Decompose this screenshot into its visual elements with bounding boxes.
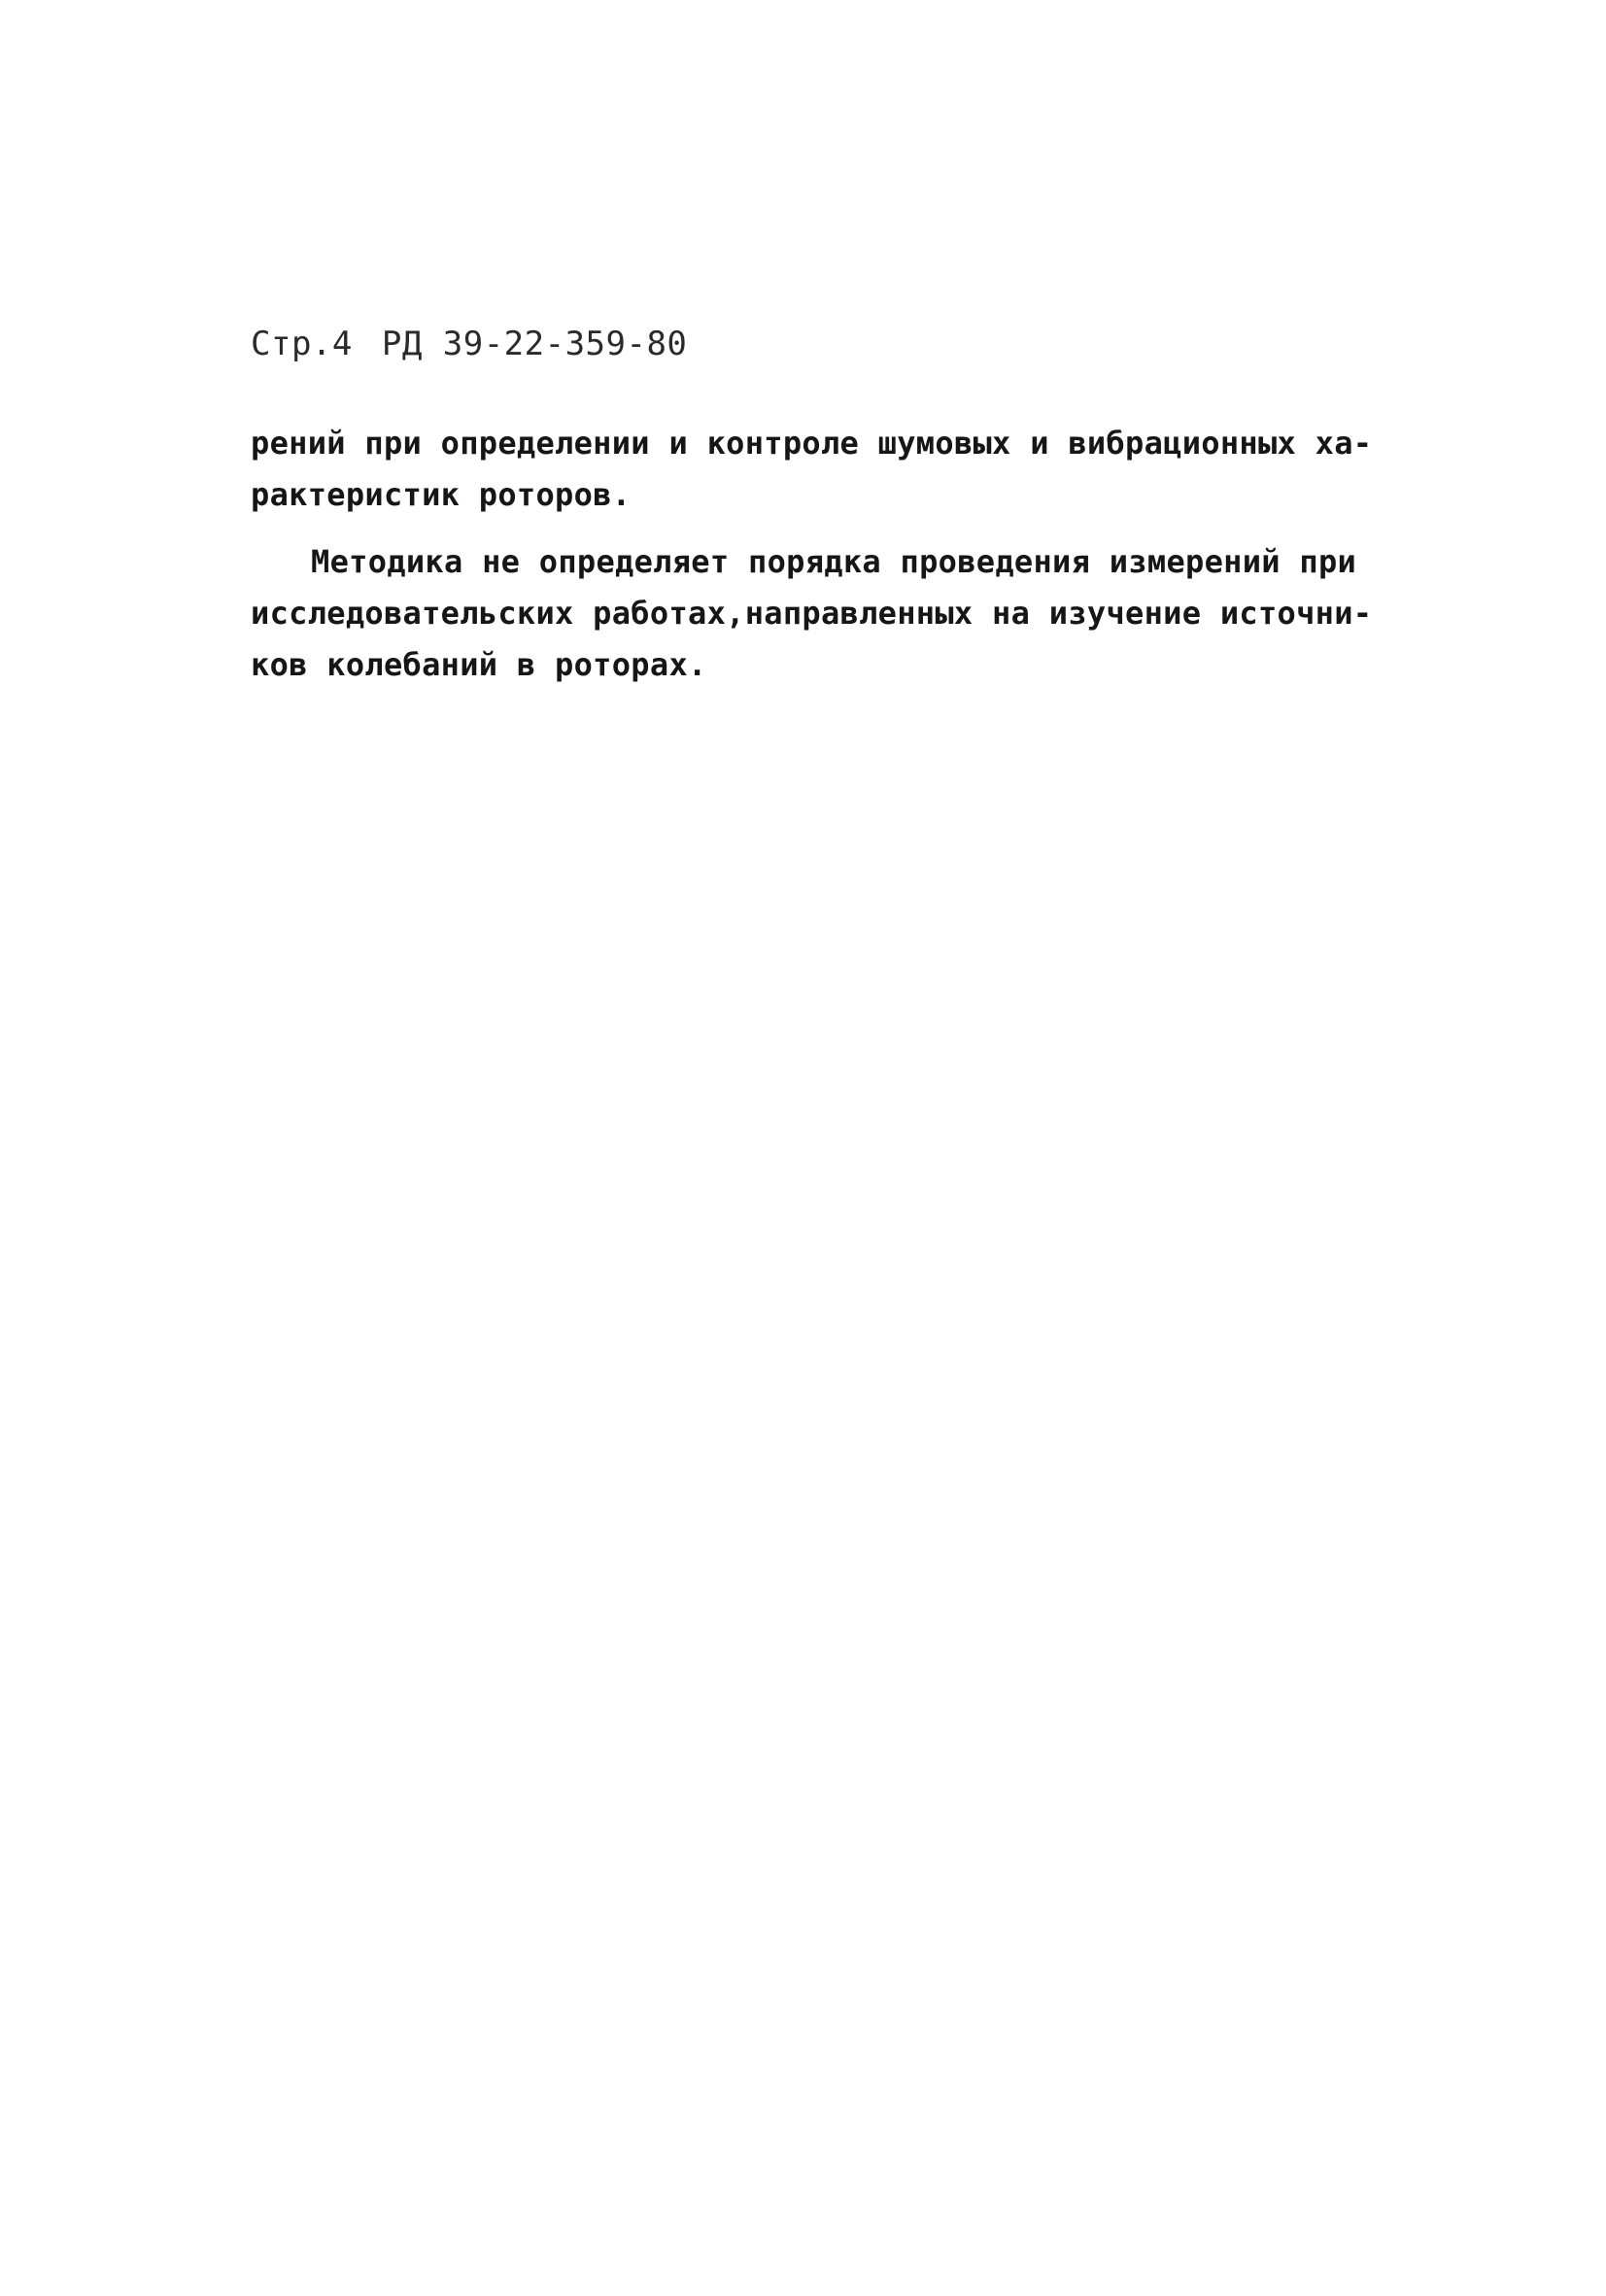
text-line: рений при определении и контроле шумовых и вибрационных ха- bbox=[251, 425, 1373, 462]
document-code: РД 39-22-359-80 bbox=[381, 325, 688, 363]
document-body bbox=[251, 418, 1373, 691]
page-number: Стр.4 bbox=[251, 325, 353, 363]
text-line: Методика не определяет порядка проведения измерений при bbox=[311, 543, 1357, 580]
text-line: ков колебаний в роторах. bbox=[251, 646, 707, 683]
paragraph bbox=[251, 536, 1373, 691]
page-header bbox=[251, 325, 687, 363]
text-line: рактеристик роторов. bbox=[251, 476, 632, 513]
text-line: исследовательских работах,направленных на изучение источни- bbox=[251, 595, 1373, 632]
paragraph bbox=[251, 418, 1373, 521]
